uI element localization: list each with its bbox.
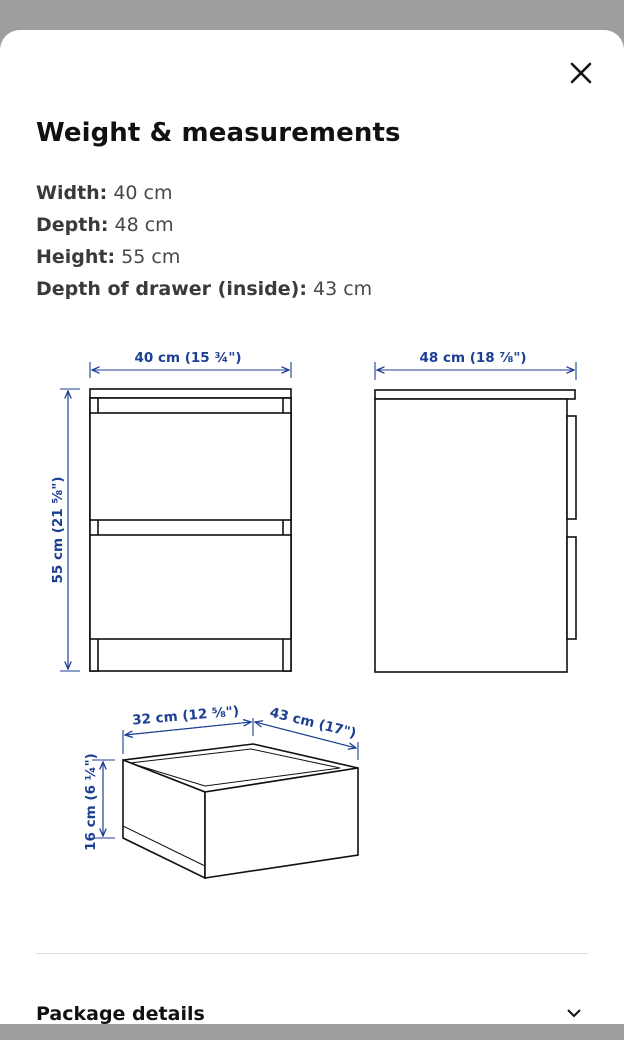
- measurement-list: [36, 177, 372, 305]
- side-depth-label: 48 cm (18 ⅞"): [419, 350, 527, 366]
- chevron-down-icon: [566, 1008, 582, 1018]
- front-width-label: 40 cm (15 ¾"): [134, 350, 242, 366]
- spec-height: Height: 55 cm: [36, 246, 181, 268]
- spec-depth: Depth: 48 cm: [36, 214, 174, 236]
- dimension-diagram: [0, 330, 624, 910]
- package-details-label: Package details: [36, 1003, 205, 1025]
- close-button[interactable]: [566, 58, 596, 88]
- front-view-drawing: [90, 389, 291, 671]
- drawer-width-label: 32 cm (12 ⅝"): [131, 703, 240, 729]
- spec-drawer-depth: Depth of drawer (inside): 43 cm: [36, 278, 373, 300]
- drawer-drawing: [123, 744, 358, 878]
- side-view-drawing: [375, 390, 576, 672]
- drawer-height-label: 16 cm (6 ¼"): [83, 753, 99, 851]
- drawer-depth-label: 43 cm (17"): [268, 704, 358, 742]
- close-icon: [570, 62, 592, 84]
- package-details-toggle[interactable]: [36, 1000, 588, 1040]
- section-divider: [36, 953, 588, 954]
- sheet-title: Weight & measurements: [36, 118, 401, 148]
- spec-width: Width: 40 cm: [36, 182, 173, 204]
- height-label: 55 cm (21 ⅝"): [50, 476, 66, 584]
